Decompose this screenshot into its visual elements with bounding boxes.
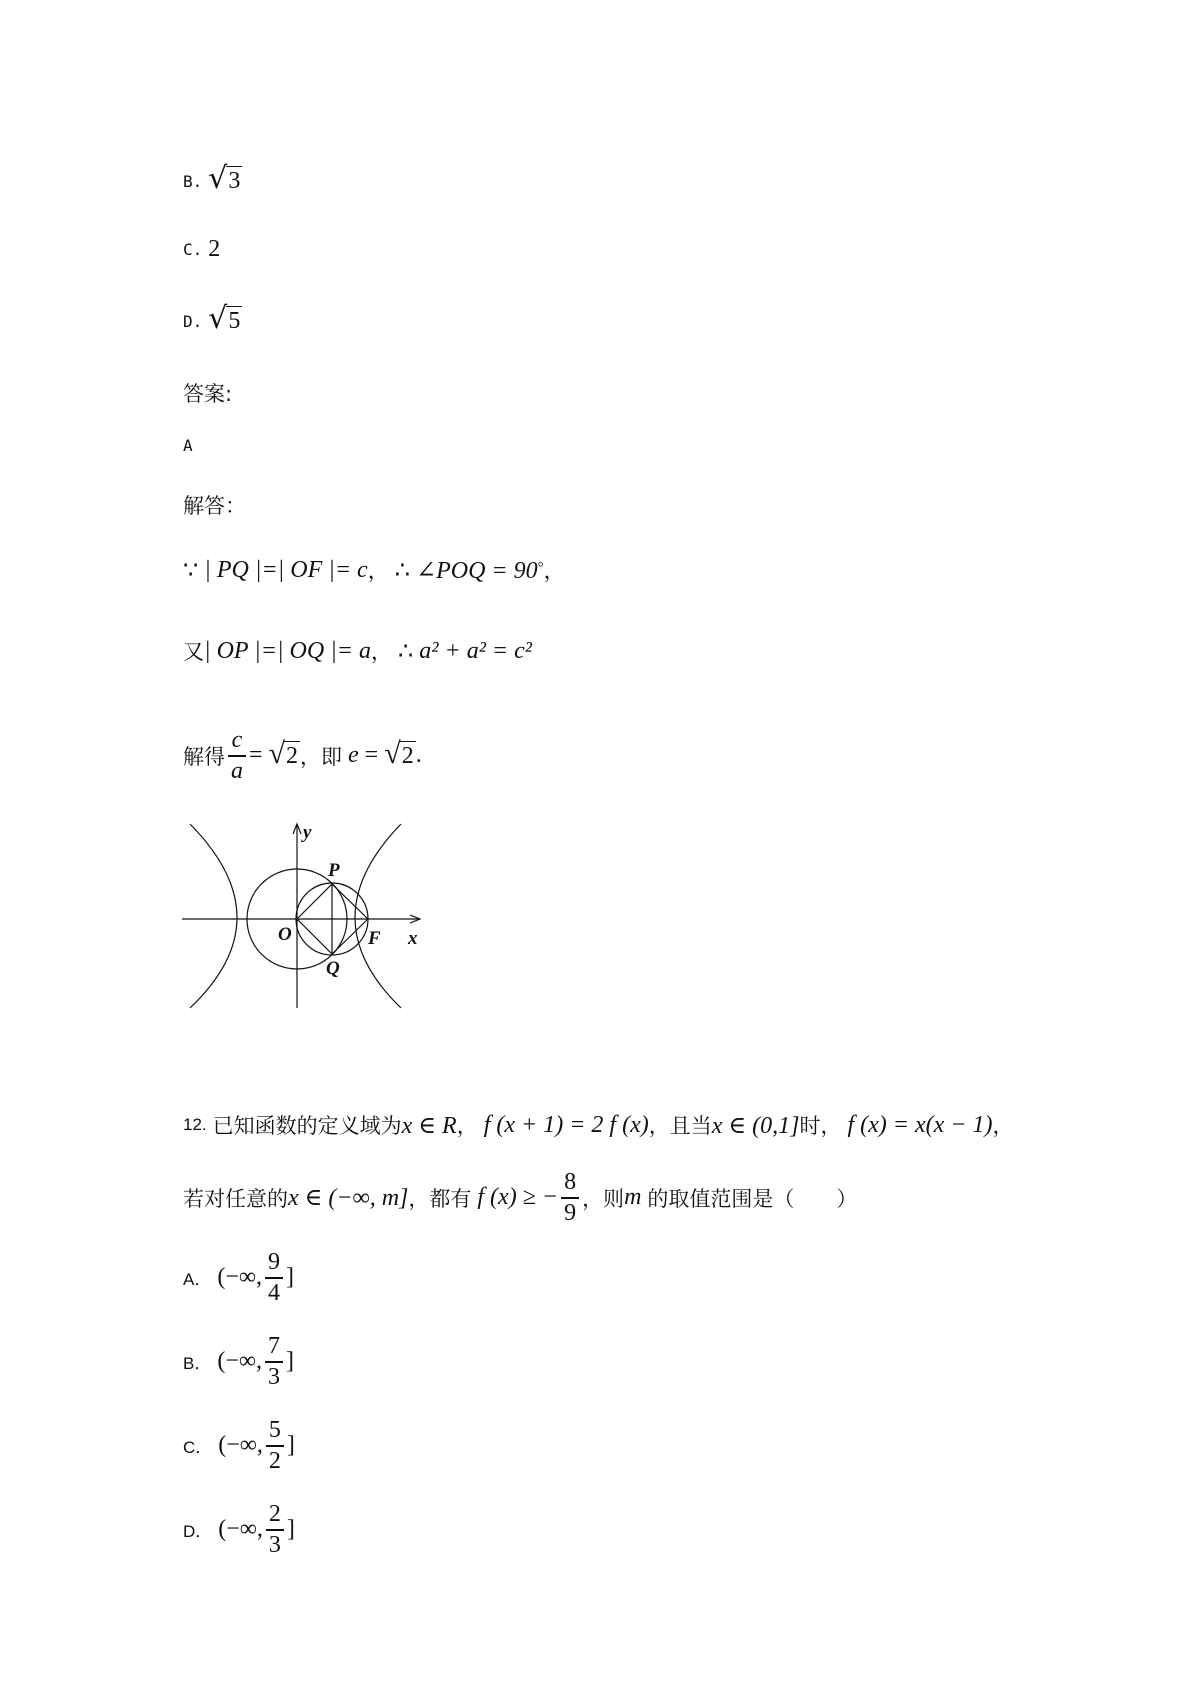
solution-line-1 <box>183 555 565 585</box>
segment-qf <box>332 919 368 954</box>
label-x: x <box>408 928 418 949</box>
question-12-line-2 <box>183 1170 857 1226</box>
option-label: C． <box>183 1438 213 1458</box>
option-label: B． <box>183 1354 212 1374</box>
hyperbola-diagram <box>180 820 430 1010</box>
option-label: A． <box>183 1270 212 1290</box>
fraction-denominator: 3 <box>267 1363 280 1390</box>
radical-sign-icon: √ <box>268 736 286 770</box>
interval-suffix: ] <box>286 1516 295 1543</box>
fraction-bar <box>265 1277 283 1279</box>
solution-line-2 <box>183 636 532 666</box>
radicand: 3 <box>228 168 241 194</box>
fraction-numerator: 8 <box>564 1169 577 1195</box>
question-text: ，则 <box>582 1186 625 1211</box>
math-expression: x ∈ (0,1] <box>711 1112 800 1139</box>
interval-prefix: (−∞, <box>217 1348 262 1375</box>
sqrt-expression <box>384 736 415 771</box>
label-y: y <box>303 822 312 843</box>
question-text: 若对任意的 <box>183 1186 288 1211</box>
label-q: Q <box>326 958 340 979</box>
option-d-prev <box>183 301 242 336</box>
fraction-denominator: 2 <box>268 1447 281 1474</box>
option-c <box>183 1418 295 1474</box>
fraction <box>561 1170 579 1226</box>
fraction-denominator: a <box>231 757 243 784</box>
option-d <box>183 1502 295 1558</box>
radicand: 2 <box>286 742 299 769</box>
hyperbola-left-branch <box>190 824 237 1008</box>
radicand: 2 <box>401 742 414 769</box>
fraction-numerator: 9 <box>267 1249 280 1275</box>
question-text: ，且当 <box>648 1114 712 1138</box>
fraction-bar <box>266 1445 284 1447</box>
because-symbol: ∵ <box>183 557 199 584</box>
option-b <box>183 1334 294 1390</box>
interval-prefix: (−∞, <box>217 1264 262 1291</box>
radical-sign-icon: √ <box>208 301 228 336</box>
fraction-bar <box>266 1529 284 1531</box>
option-label: C. <box>183 240 203 259</box>
question-text: 已知函数的定义域为 <box>212 1114 402 1138</box>
fraction-bar <box>265 1361 283 1363</box>
segment-pf <box>332 884 368 919</box>
math-expression: | PQ |=| OF |= c <box>204 556 368 583</box>
fraction-numerator: c <box>231 727 243 753</box>
math-expression: f (x) ≥ − <box>477 1184 559 1211</box>
option-label: D. <box>183 311 203 331</box>
math-expression: f (x) = x(x − 1) <box>847 1111 993 1138</box>
interval-suffix: ] <box>285 1264 294 1291</box>
label-o: O <box>278 924 292 945</box>
option-value: 2 <box>208 236 221 262</box>
fraction-bar <box>228 755 246 757</box>
interval-suffix: ] <box>285 1348 294 1375</box>
radical-sign-icon: √ <box>384 736 401 770</box>
sqrt-expression <box>268 736 300 771</box>
fraction <box>266 1502 284 1558</box>
fraction <box>265 1334 283 1390</box>
interval-prefix: (−∞, <box>218 1432 263 1459</box>
math-expression: a² + a² = c² <box>419 637 532 664</box>
fraction-denominator: 3 <box>268 1531 281 1558</box>
fraction-bar <box>561 1197 579 1199</box>
math-expression: | OP |=| OQ |= a <box>204 637 372 664</box>
therefore-symbol: ∴ <box>394 557 410 584</box>
interval-suffix: ] <box>286 1432 295 1459</box>
question-12-line-1 <box>183 1110 1013 1140</box>
variable: e <box>348 742 359 769</box>
segment-oq <box>297 919 332 954</box>
option-c-prev <box>183 236 220 263</box>
text-lead: 解得 <box>183 744 225 769</box>
fraction-numerator: 7 <box>267 1333 280 1359</box>
label-p: P <box>328 860 340 881</box>
math-expression: f (x + 1) = 2 f (x) <box>483 1111 649 1138</box>
question-text: 时， <box>799 1114 842 1138</box>
separator: ， <box>543 559 565 583</box>
option-label: D． <box>183 1522 213 1542</box>
fraction <box>265 1250 283 1306</box>
math-expression: x ∈ R <box>401 1112 457 1139</box>
fraction-denominator: 4 <box>267 1279 280 1306</box>
variable: m <box>624 1184 642 1211</box>
segment-op <box>297 884 332 919</box>
fraction-numerator: 5 <box>268 1417 281 1443</box>
separator-text: ，即 <box>300 744 343 769</box>
separator: ， <box>992 1114 1014 1138</box>
interval-prefix: (−∞, <box>218 1516 263 1543</box>
fraction-denominator: 9 <box>564 1199 577 1226</box>
equals-sign: = <box>249 742 263 769</box>
period: . <box>415 742 422 769</box>
question-number: 12. <box>183 1115 207 1134</box>
hyperbola-right-branch <box>355 824 401 1008</box>
question-text: 的取值范围是（ ） <box>647 1186 858 1211</box>
therefore-symbol: ∴ <box>398 638 414 665</box>
option-label: B. <box>183 171 203 191</box>
separator: ， <box>371 640 393 664</box>
solution-line-3 <box>183 728 422 784</box>
fraction-numerator: 2 <box>268 1501 281 1527</box>
option-a <box>183 1250 294 1306</box>
answer-label: 答案: <box>183 382 233 406</box>
fraction <box>228 728 246 784</box>
fraction <box>266 1418 284 1474</box>
separator: ， <box>456 1114 478 1138</box>
degree-symbol: ° <box>537 559 544 576</box>
math-expression: x ∈ (−∞, m] <box>288 1185 409 1212</box>
equals-sign: = <box>364 742 379 769</box>
question-text: ，都有 <box>408 1186 472 1211</box>
sqrt-expression <box>208 161 242 196</box>
sqrt-expression <box>208 301 242 336</box>
math-expression: ∠POQ = 90 <box>415 557 538 584</box>
text-lead: 又 <box>183 640 204 664</box>
answer-value: A <box>183 436 193 455</box>
label-f: F <box>368 928 381 949</box>
radicand: 5 <box>228 308 241 334</box>
solution-label: 解答： <box>183 494 246 518</box>
radical-sign-icon: √ <box>208 161 228 196</box>
option-b-prev <box>183 161 242 196</box>
separator: ， <box>367 559 389 583</box>
hyperbola-figure <box>180 820 430 1010</box>
